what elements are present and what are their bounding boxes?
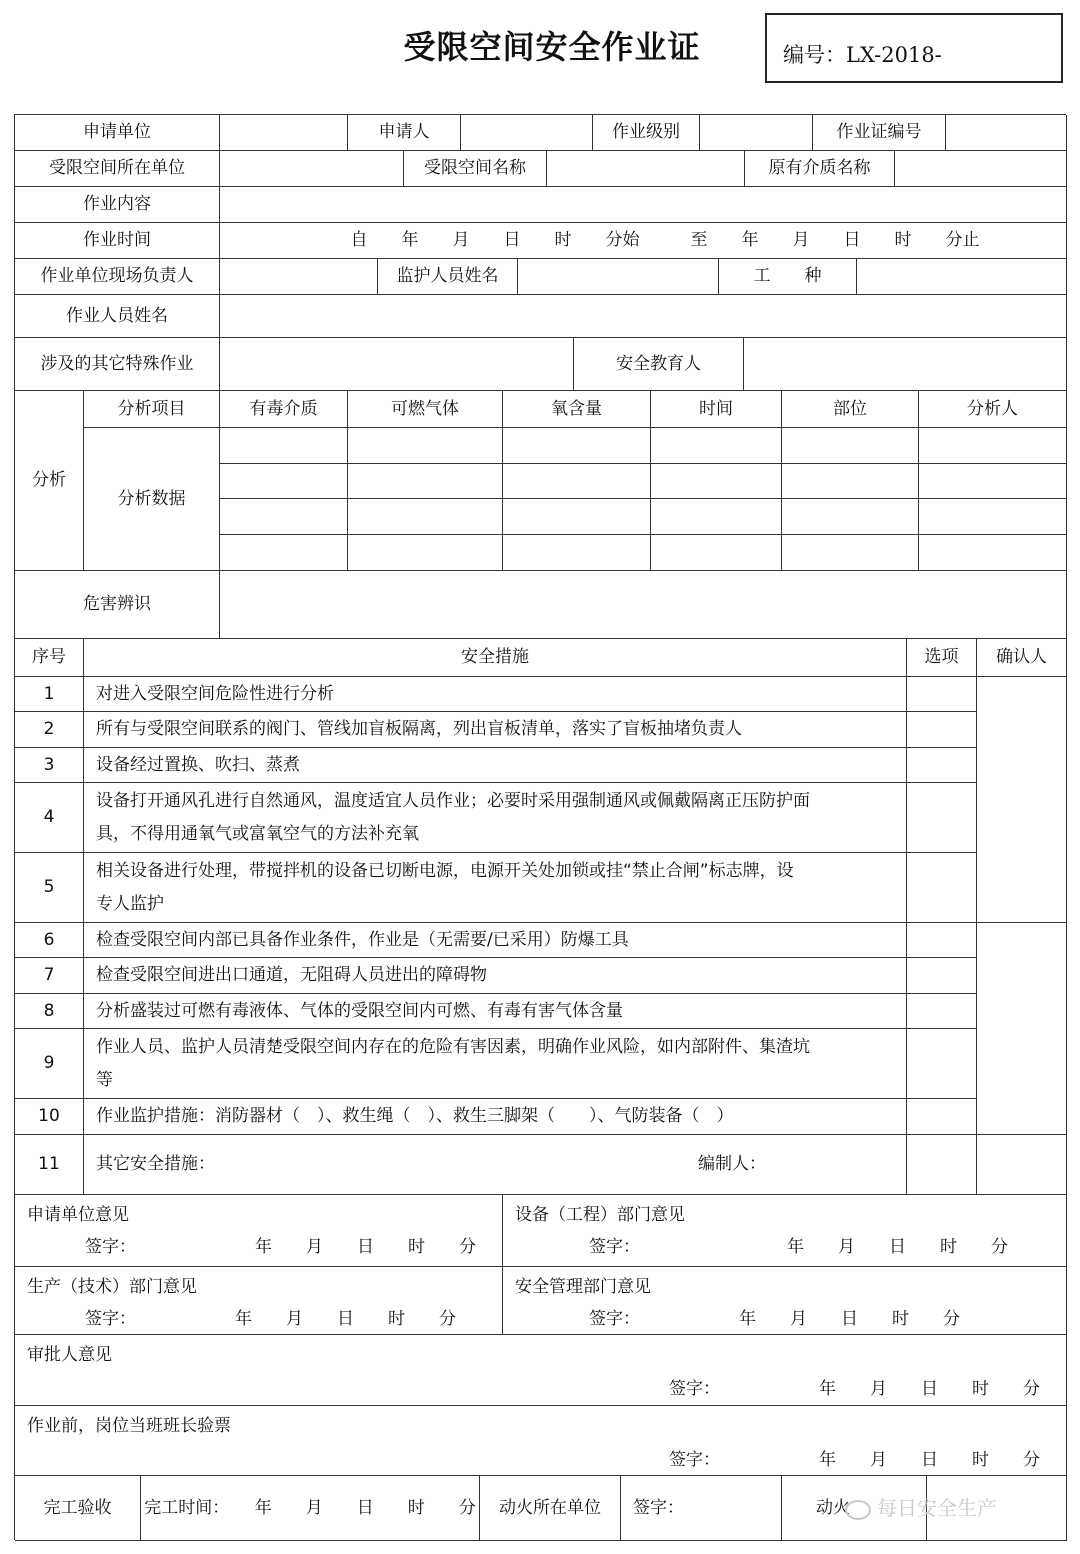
fire-partial-label: 动火 bbox=[782, 1476, 927, 1541]
completion-sign[interactable]: 签字： bbox=[621, 1476, 782, 1541]
measures-header-measure: 安全措施 bbox=[84, 639, 907, 677]
compiler-label: 编制人： bbox=[698, 1154, 766, 1175]
measure-no: 1 bbox=[15, 677, 84, 712]
analysis-cell[interactable] bbox=[348, 464, 503, 499]
label-work-time: 作业时间 bbox=[15, 223, 220, 259]
label-permit-no: 作业证编号 bbox=[813, 115, 946, 151]
opinion-label: 作业前，岗位当班班长验票 bbox=[27, 1416, 231, 1436]
label-workers: 作业人员姓名 bbox=[15, 295, 220, 338]
analysis-cell[interactable] bbox=[919, 464, 1067, 499]
analysis-cell[interactable] bbox=[919, 428, 1067, 464]
field-applicant-unit[interactable] bbox=[220, 115, 348, 151]
measure-text bbox=[84, 853, 907, 923]
sign-label: 签字： bbox=[589, 1309, 640, 1329]
measure-confirmer[interactable] bbox=[977, 677, 1067, 923]
analysis-cell[interactable] bbox=[919, 499, 1067, 535]
field-applicant[interactable] bbox=[461, 115, 593, 151]
label-space-name: 受限空间名称 bbox=[404, 151, 547, 187]
measure-option[interactable] bbox=[907, 994, 977, 1029]
analysis-header-toxic: 有毒介质 bbox=[220, 391, 348, 428]
field-medium-name[interactable] bbox=[895, 151, 1067, 187]
measure-text bbox=[84, 1135, 907, 1195]
safety-dept-opinion[interactable] bbox=[503, 1267, 1067, 1335]
measure-option[interactable] bbox=[907, 677, 977, 712]
field-guardian[interactable] bbox=[518, 259, 719, 295]
analysis-cell[interactable] bbox=[782, 428, 919, 464]
sign-label: 签字： bbox=[85, 1237, 136, 1257]
measure-no: 5 bbox=[15, 853, 84, 923]
analysis-cell[interactable] bbox=[782, 464, 919, 499]
measure-text: 对进入受限空间危险性进行分析 bbox=[84, 677, 907, 712]
measure-text: 所有与受限空间联系的阀门、管线加盲板隔离，列出盲板清单，落实了盲板抽堵负责人 bbox=[84, 712, 907, 748]
analysis-cell[interactable] bbox=[220, 464, 348, 499]
opinion-label: 生产（技术）部门意见 bbox=[27, 1277, 197, 1297]
opinion-label: 审批人意见 bbox=[27, 1345, 112, 1365]
measure-option[interactable] bbox=[907, 958, 977, 994]
measure-confirmer[interactable] bbox=[977, 1135, 1067, 1195]
field-site-leader[interactable] bbox=[220, 259, 378, 295]
analysis-cell[interactable] bbox=[503, 464, 651, 499]
measure-no: 9 bbox=[15, 1029, 84, 1099]
label-work-content: 作业内容 bbox=[15, 187, 220, 223]
analysis-cell[interactable] bbox=[220, 428, 348, 464]
pre-check-opinion[interactable] bbox=[15, 1406, 1067, 1476]
analysis-header-analyst: 分析人 bbox=[919, 391, 1067, 428]
permit-form bbox=[14, 114, 1066, 1540]
watermark: 每日安全生产 bbox=[845, 1492, 997, 1521]
measure-text-line: 专人监护 bbox=[96, 893, 164, 914]
label-applicant: 申请人 bbox=[348, 115, 461, 151]
field-hazard[interactable] bbox=[220, 571, 1067, 639]
measure-no: 10 bbox=[15, 1099, 84, 1135]
field-space-unit[interactable] bbox=[220, 151, 404, 187]
measure-text-line: 相关设备进行处理，带搅拌机的设备已切断电源，电源开关处加锁或挂“禁止合闸”标志牌，设 bbox=[96, 861, 794, 882]
production-dept-opinion[interactable] bbox=[15, 1267, 503, 1335]
measure-option[interactable] bbox=[907, 712, 977, 748]
analysis-cell[interactable] bbox=[348, 499, 503, 535]
label-guardian: 监护人员姓名 bbox=[378, 259, 518, 295]
opinion-label: 设备（工程）部门意见 bbox=[515, 1205, 685, 1225]
label-medium-name: 原有介质名称 bbox=[745, 151, 895, 187]
applicant-unit-opinion[interactable] bbox=[15, 1195, 503, 1267]
measure-text bbox=[84, 783, 907, 853]
equipment-dept-opinion[interactable] bbox=[503, 1195, 1067, 1267]
analysis-header-location: 部位 bbox=[782, 391, 919, 428]
analysis-data-label: 分析数据 bbox=[84, 428, 220, 571]
sign-date: 年 月 日 时 分 bbox=[739, 1309, 960, 1329]
label-hazard: 危害辨识 bbox=[15, 571, 220, 639]
analysis-header-time: 时间 bbox=[651, 391, 782, 428]
measure-no: 3 bbox=[15, 748, 84, 783]
analysis-cell[interactable] bbox=[919, 535, 1067, 571]
field-work-level[interactable] bbox=[700, 115, 813, 151]
analysis-header-flammable: 可燃气体 bbox=[348, 391, 503, 428]
measure-text-line: 作业人员、监护人员清楚受限空间内存在的危险有害因素，明确作业风险，如内部附件、集渣坑 bbox=[96, 1037, 810, 1058]
opinion-label: 安全管理部门意见 bbox=[515, 1277, 651, 1297]
analysis-cell[interactable] bbox=[503, 428, 651, 464]
sign-date: 年 月 日 时 分 bbox=[255, 1237, 476, 1257]
measure-confirmer[interactable] bbox=[977, 923, 1067, 1135]
measure-option[interactable] bbox=[907, 783, 977, 853]
work-time-range: 自 年 月 日 时 分始 至 年 月 日 时 分止 bbox=[350, 230, 980, 251]
analysis-cell[interactable] bbox=[651, 535, 782, 571]
analysis-cell[interactable] bbox=[348, 428, 503, 464]
page-title: 受限空间安全作业证 bbox=[403, 28, 701, 66]
opinion-label: 申请单位意见 bbox=[27, 1205, 129, 1225]
analysis-cell[interactable] bbox=[503, 535, 651, 571]
field-permit-no[interactable] bbox=[946, 115, 1067, 151]
wechat-icon bbox=[845, 1500, 871, 1520]
measure-text: 作业监护措施：消防器材（ ）、救生绳（ ）、救生三脚架（ ）、气防装备（ ） bbox=[84, 1099, 907, 1135]
measure-text: 检查受限空间进出口通道，无阻碍人员进出的障碍物 bbox=[84, 958, 907, 994]
field-other-special[interactable] bbox=[220, 338, 574, 391]
analysis-cell[interactable] bbox=[651, 499, 782, 535]
completion-label: 完工验收 bbox=[15, 1476, 141, 1541]
measures-header-option: 选项 bbox=[907, 639, 977, 677]
sign-date: 年 月 日 时 分 bbox=[819, 1379, 1040, 1399]
analysis-cell[interactable] bbox=[503, 499, 651, 535]
label-work-level: 作业级别 bbox=[593, 115, 700, 151]
measure-no: 6 bbox=[15, 923, 84, 958]
measure-option[interactable] bbox=[907, 1099, 977, 1135]
sign-date: 年 月 日 时 分 bbox=[819, 1450, 1040, 1470]
measure-text-line: 等 bbox=[96, 1069, 113, 1090]
label-other-special: 涉及的其它特殊作业 bbox=[15, 338, 220, 391]
measure-text: 分析盛装过可燃有毒液体、气体的受限空间内可燃、有毒有害气体含量 bbox=[84, 994, 907, 1029]
measure-option[interactable] bbox=[907, 1029, 977, 1099]
completion-time[interactable]: 完工时间： 年 月 日 时 分 bbox=[141, 1476, 480, 1541]
measure-text: 设备经过置换、吹扫、蒸煮 bbox=[84, 748, 907, 783]
permit-code-box: 编号：LX-2018- bbox=[765, 13, 1063, 83]
measure-no: 2 bbox=[15, 712, 84, 748]
label-applicant-unit: 申请单位 bbox=[15, 115, 220, 151]
measure-no: 11 bbox=[15, 1135, 84, 1195]
field-workers[interactable] bbox=[220, 295, 1067, 338]
label-space-unit: 受限空间所在单位 bbox=[15, 151, 220, 187]
analysis-cell[interactable] bbox=[348, 535, 503, 571]
label-job-type: 工 种 bbox=[719, 259, 857, 295]
analysis-cell[interactable] bbox=[651, 428, 782, 464]
analysis-header-oxygen: 氧含量 bbox=[503, 391, 651, 428]
measure-text bbox=[84, 1029, 907, 1099]
measure-option[interactable] bbox=[907, 853, 977, 923]
approver-opinion[interactable] bbox=[15, 1335, 1067, 1406]
field-space-name[interactable] bbox=[547, 151, 745, 187]
measure-text-line: 具，不得用通氧气或富氧空气的方法补充氧 bbox=[96, 823, 419, 844]
fire-unit-label: 动火所在单位 bbox=[480, 1476, 621, 1541]
field-safety-educator[interactable] bbox=[744, 338, 1067, 391]
other-measures-label: 其它安全措施： bbox=[96, 1154, 215, 1175]
sign-label: 签字： bbox=[85, 1309, 136, 1329]
field-job-type[interactable] bbox=[857, 259, 1067, 295]
sign-label: 签字： bbox=[669, 1450, 720, 1470]
label-site-leader: 作业单位现场负责人 bbox=[15, 259, 220, 295]
analysis-cell[interactable] bbox=[220, 499, 348, 535]
sign-label: 签字： bbox=[589, 1237, 640, 1257]
analysis-cell[interactable] bbox=[651, 464, 782, 499]
sign-label: 签字： bbox=[669, 1379, 720, 1399]
analysis-cell[interactable] bbox=[782, 499, 919, 535]
measure-option[interactable] bbox=[907, 1135, 977, 1195]
analysis-section-label: 分析 bbox=[15, 391, 84, 571]
field-work-time[interactable] bbox=[220, 223, 1067, 259]
analysis-item-label: 分析项目 bbox=[84, 391, 220, 428]
measure-text-line: 设备打开通风孔进行自然通风，温度适宜人员作业；必要时采用强制通风或佩戴隔离正压防护面 bbox=[96, 791, 810, 812]
measure-text: 检查受限空间内部已具备作业条件，作业是（无需要/已采用）防爆工具 bbox=[84, 923, 907, 958]
measure-no: 8 bbox=[15, 994, 84, 1029]
measure-option[interactable] bbox=[907, 748, 977, 783]
sign-date: 年 月 日 时 分 bbox=[235, 1309, 456, 1329]
label-safety-educator: 安全教育人 bbox=[574, 338, 744, 391]
measure-option[interactable] bbox=[907, 923, 977, 958]
measures-header-no: 序号 bbox=[15, 639, 84, 677]
analysis-cell[interactable] bbox=[220, 535, 348, 571]
field-work-content[interactable] bbox=[220, 187, 1067, 223]
sign-date: 年 月 日 时 分 bbox=[787, 1237, 1008, 1257]
measure-no: 7 bbox=[15, 958, 84, 994]
measures-header-confirmer: 确认人 bbox=[977, 639, 1067, 677]
measure-no: 4 bbox=[15, 783, 84, 853]
analysis-cell[interactable] bbox=[782, 535, 919, 571]
